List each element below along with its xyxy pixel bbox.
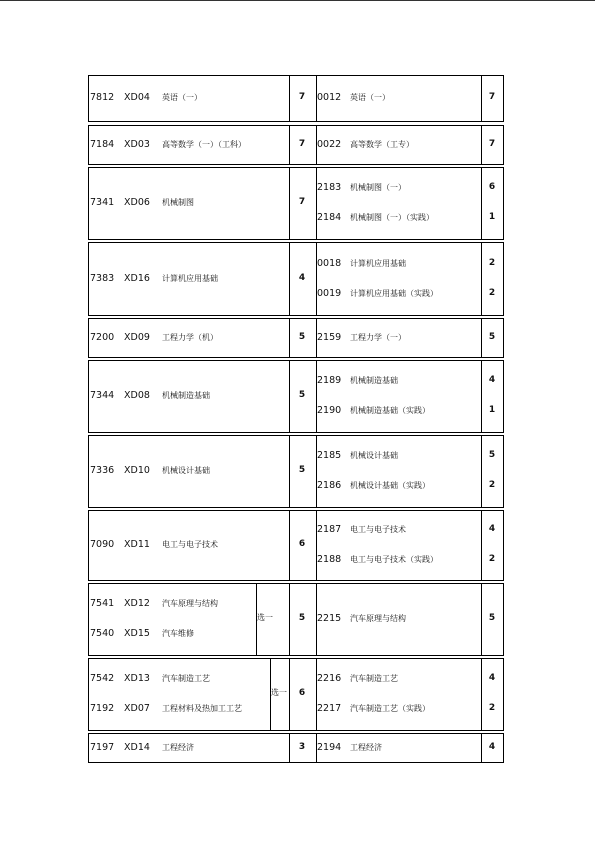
row-bottom-border	[88, 580, 504, 581]
column-divider	[289, 435, 290, 507]
table-left-border	[88, 510, 89, 580]
column-divider	[316, 242, 317, 315]
old-course-name: 工程经济	[162, 742, 194, 752]
old-course-credit: 6	[298, 539, 306, 549]
xd-code: XD04	[124, 92, 150, 103]
new-course-code: 2188	[317, 554, 342, 565]
new-course-code: 2184	[317, 212, 342, 223]
new-course-name: 电工与电子技术	[350, 525, 406, 534]
column-divider	[481, 242, 482, 315]
old-course-name: 汽车维修	[162, 629, 194, 638]
old-course-name: 机械制图	[162, 198, 194, 207]
column-divider	[289, 658, 290, 730]
row-top-border	[88, 360, 504, 361]
old-course-name: 电工与电子技术	[162, 540, 218, 549]
table-left-border	[88, 435, 89, 507]
table-right-border	[503, 658, 504, 730]
table-right-border	[503, 583, 504, 655]
row-top-border	[88, 658, 504, 659]
old-course-code: 7200	[90, 331, 115, 343]
xd-code: XD06	[124, 197, 150, 208]
new-course-name: 汽车制造工艺	[350, 674, 398, 683]
xd-code: XD11	[124, 539, 150, 550]
new-course-name: 机械制造基础	[350, 376, 398, 385]
table-right-border	[503, 360, 504, 432]
new-course-name: 汽车制造工艺（实践）	[350, 704, 430, 713]
table-left-border	[88, 733, 89, 762]
column-divider	[316, 510, 317, 580]
select-one-label: 选一	[271, 688, 287, 697]
new-course-credit: 6	[488, 182, 496, 192]
table-left-border	[88, 167, 89, 239]
new-course-name: 汽车原理与结构	[350, 614, 406, 623]
old-course-name: 英语（一）	[162, 93, 202, 102]
old-course-name: 高等数学（一）（工科）	[162, 139, 246, 149]
old-course-code: 7541	[90, 598, 115, 609]
table-left-border	[88, 360, 89, 432]
old-course-credit: 7	[298, 197, 306, 207]
old-course-name: 机械制造基础	[162, 391, 210, 400]
row-top-border	[88, 125, 504, 126]
table-right-border	[503, 733, 504, 762]
new-course-name: 机械设计基础	[350, 451, 398, 460]
new-course-credit: 5	[488, 613, 496, 623]
old-course-code: 7812	[90, 92, 115, 103]
column-divider	[289, 125, 290, 164]
column-divider	[289, 318, 290, 357]
new-course-credit: 2	[488, 703, 496, 713]
row-bottom-border	[88, 655, 504, 656]
column-divider	[289, 360, 290, 432]
row-bottom-border	[88, 432, 504, 433]
old-course-name: 计算机应用基础	[162, 273, 218, 283]
column-divider	[289, 242, 290, 315]
row-top-border	[88, 583, 504, 584]
new-course-code: 0018	[317, 257, 342, 269]
row-top-border	[88, 733, 504, 734]
table-right-border	[503, 318, 504, 357]
column-divider	[289, 733, 290, 762]
column-divider	[289, 167, 290, 239]
old-course-code: 7336	[90, 465, 115, 476]
new-course-credit: 7	[488, 138, 496, 149]
old-course-code: 7540	[90, 628, 115, 639]
new-course-code: 0022	[317, 138, 342, 150]
row-bottom-border	[88, 164, 504, 165]
old-course-name: 汽车原理与结构	[162, 599, 218, 608]
xd-code: XD10	[124, 465, 150, 476]
xd-code: XD13	[124, 673, 150, 684]
select-one-label: 选一	[257, 613, 273, 622]
old-course-code: 7542	[90, 673, 115, 684]
old-course-code: 7192	[90, 703, 115, 714]
new-course-code: 2186	[317, 480, 342, 491]
old-course-credit: 4	[298, 272, 306, 283]
old-course-code: 7090	[90, 539, 115, 550]
table-right-border	[503, 242, 504, 315]
new-course-credit: 2	[488, 554, 496, 564]
xd-code: XD07	[124, 703, 150, 714]
row-top-border	[88, 510, 504, 511]
old-course-name: 工程力学（机）	[162, 332, 218, 342]
new-course-credit: 2	[488, 257, 496, 268]
table-left-border	[88, 583, 89, 655]
new-course-code: 2185	[317, 450, 342, 461]
old-course-credit: 7	[298, 138, 306, 149]
table-right-border	[503, 75, 504, 121]
column-divider	[481, 75, 482, 121]
new-course-code: 2216	[317, 673, 342, 684]
column-divider	[481, 318, 482, 357]
xd-code: XD15	[124, 628, 150, 639]
new-course-name: 机械制造基础（实践）	[350, 406, 430, 415]
new-course-name: 高等数学（工专）	[350, 139, 414, 149]
new-course-name: 机械制图（一）（实践）	[350, 213, 434, 222]
column-divider	[316, 360, 317, 432]
new-course-credit: 4	[488, 673, 496, 683]
row-bottom-border	[88, 239, 504, 240]
old-course-code: 7197	[90, 741, 115, 753]
row-top-border	[88, 435, 504, 436]
new-course-name: 机械制图（一）	[350, 183, 406, 192]
new-course-credit: 4	[488, 375, 496, 385]
table-right-border	[503, 167, 504, 239]
old-course-credit: 5	[298, 613, 306, 623]
column-divider	[481, 733, 482, 762]
column-divider	[289, 75, 290, 121]
new-course-name: 计算机应用基础（实践）	[350, 288, 438, 298]
table-left-border	[88, 75, 89, 121]
xd-code: XD09	[124, 331, 150, 343]
column-divider	[481, 583, 482, 655]
row-bottom-border	[88, 507, 504, 508]
table-right-border	[503, 125, 504, 164]
column-divider	[481, 435, 482, 507]
old-course-name: 机械设计基础	[162, 466, 210, 475]
old-course-credit: 5	[298, 390, 306, 400]
new-course-code: 2190	[317, 405, 342, 416]
column-divider	[481, 658, 482, 730]
column-divider	[481, 510, 482, 580]
row-top-border	[88, 75, 504, 76]
new-course-credit: 4	[488, 524, 496, 534]
xd-code: XD14	[124, 741, 150, 753]
xd-code: XD12	[124, 598, 150, 609]
table-left-border	[88, 318, 89, 357]
new-course-code: 0019	[317, 287, 342, 299]
old-course-code: 7184	[90, 138, 115, 150]
column-divider	[289, 583, 290, 655]
old-course-name: 汽车制造工艺	[162, 674, 210, 683]
new-course-credit: 5	[488, 331, 496, 342]
table-left-border	[88, 658, 89, 730]
row-bottom-border	[88, 315, 504, 316]
new-course-code: 0012	[317, 92, 342, 103]
column-divider	[289, 510, 290, 580]
column-divider	[481, 167, 482, 239]
old-course-credit: 3	[298, 741, 306, 752]
new-course-credit: 7	[488, 92, 496, 102]
new-course-credit: 1	[488, 405, 496, 415]
row-top-border	[88, 242, 504, 243]
new-course-name: 机械设计基础（实践）	[350, 481, 430, 490]
old-course-credit: 6	[298, 688, 306, 698]
new-course-code: 2217	[317, 703, 342, 714]
new-course-credit: 2	[488, 480, 496, 490]
old-course-code: 7341	[90, 197, 115, 208]
row-bottom-border	[88, 121, 504, 122]
table-left-border	[88, 125, 89, 164]
xd-code: XD03	[124, 138, 150, 150]
xd-code: XD16	[124, 272, 150, 284]
column-divider	[316, 435, 317, 507]
new-course-credit: 4	[488, 741, 496, 752]
old-course-credit: 5	[298, 331, 306, 342]
new-course-name: 工程力学（一）	[350, 332, 406, 342]
new-course-code: 2194	[317, 741, 342, 753]
new-course-code: 2187	[317, 524, 342, 535]
old-course-code: 7344	[90, 390, 115, 401]
column-divider	[481, 125, 482, 164]
new-course-name: 计算机应用基础	[350, 258, 406, 268]
row-bottom-border	[88, 730, 504, 731]
table-left-border	[88, 242, 89, 315]
xd-code: XD08	[124, 390, 150, 401]
row-bottom-border	[88, 762, 504, 763]
column-divider	[481, 360, 482, 432]
new-course-code: 2215	[317, 613, 342, 624]
new-course-code: 2183	[317, 182, 342, 193]
old-course-credit: 5	[298, 465, 306, 475]
new-course-code: 2159	[317, 331, 342, 343]
row-bottom-border	[88, 357, 504, 358]
table-right-border	[503, 435, 504, 507]
new-course-code: 2189	[317, 375, 342, 386]
old-course-code: 7383	[90, 272, 115, 284]
old-course-name: 工程材料及热加工工艺	[162, 704, 242, 713]
new-course-credit: 1	[488, 212, 496, 222]
new-course-name: 英语（一）	[350, 93, 390, 102]
row-top-border	[88, 318, 504, 319]
column-divider	[316, 167, 317, 239]
old-course-credit: 7	[298, 92, 306, 102]
new-course-credit: 5	[488, 450, 496, 460]
new-course-name: 电工与电子技术（实践）	[350, 555, 438, 564]
new-course-name: 工程经济	[350, 742, 382, 752]
table-right-border	[503, 510, 504, 580]
new-course-credit: 2	[488, 287, 496, 298]
row-top-border	[88, 167, 504, 168]
column-divider	[316, 658, 317, 730]
